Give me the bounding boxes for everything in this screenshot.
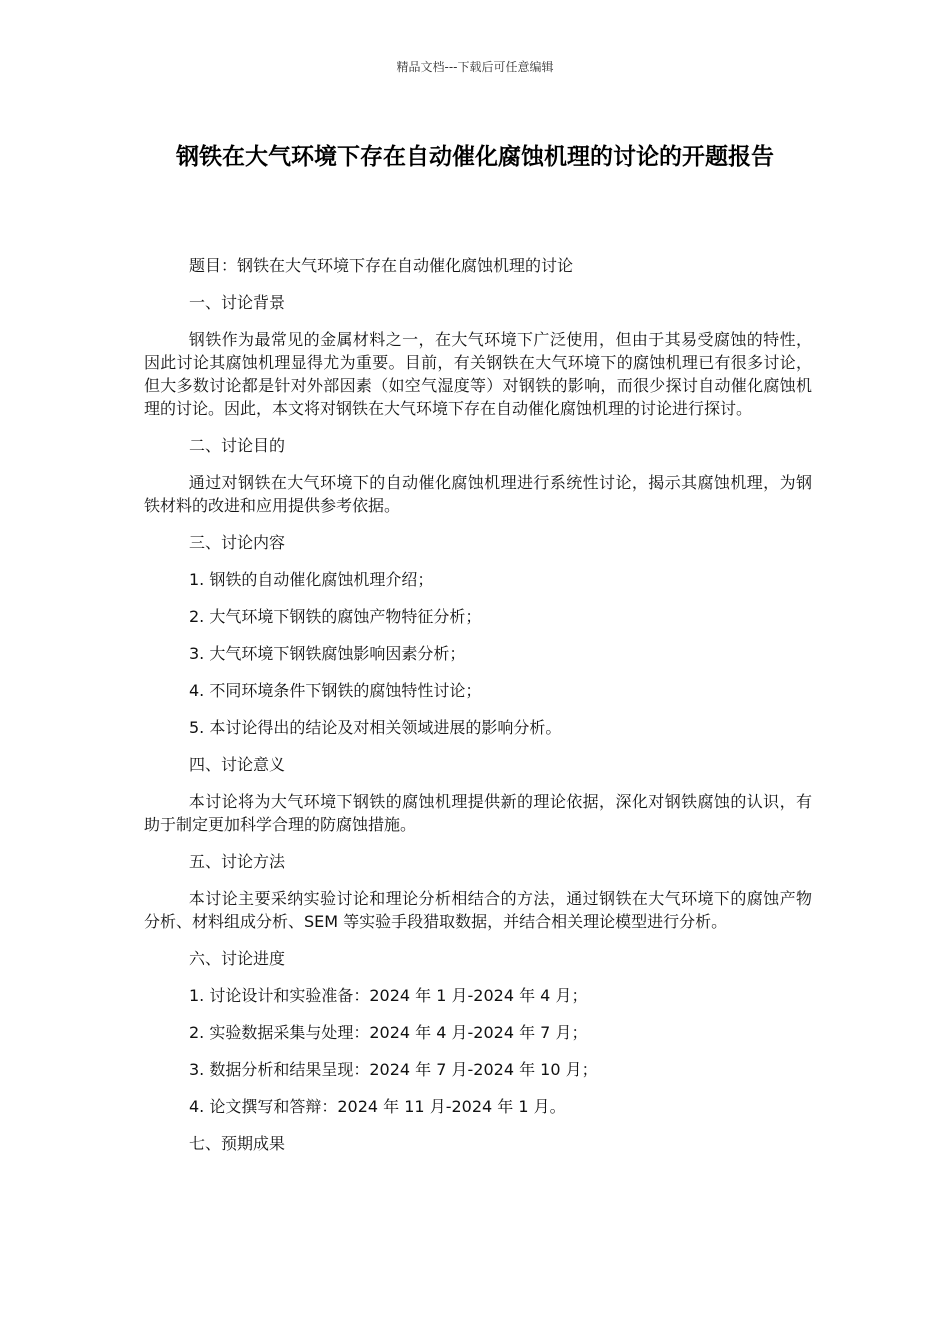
section-text-method: 本讨论主要采纳实验讨论和理论分析相结合的方法，通过钢铁在大气环境下的腐蚀产物分析、材料组成分析、SEM 等实验手段猎取数据，并结合相关理论模型进行分析。 — [144, 889, 812, 931]
topic-line: 题目：钢铁在大气环境下存在自动催化腐蚀机理的讨论 — [189, 256, 574, 275]
document-title: 钢铁在大气环境下存在自动催化腐蚀机理的讨论的开题报告 — [176, 144, 774, 170]
section-text-background: 钢铁作为最常见的金属材料之一，在大气环境下广泛使用，但由于其易受腐蚀的特性，因此讨论其腐蚀机理显得尤为重要。目前，有关钢铁在大气环境下的腐蚀机理已有很多讨论，但大多数讨论都是针对外部因素（如空气湿度等）对钢铁的影响，而很少探讨自动催化腐蚀机理的讨论。因此，本文将对钢铁在大气环境下存在自动催化腐蚀机理的讨论进行探讨。 — [144, 330, 812, 418]
content-item: 3. 大气环境下钢铁腐蚀影响因素分析； — [189, 644, 466, 663]
section-heading-significance: 四、讨论意义 — [189, 755, 286, 774]
schedule-item: 4. 论文撰写和答辩：2024 年 11 月-2024 年 1 月。 — [189, 1097, 566, 1116]
section-heading-schedule: 六、讨论进度 — [189, 949, 286, 968]
schedule-item: 1. 讨论设计和实验准备：2024 年 1 月-2024 年 4 月； — [189, 986, 588, 1005]
content-item: 5. 本讨论得出的结论及对相关领域进展的影响分析。 — [189, 718, 562, 737]
content-item: 4. 不同环境条件下钢铁的腐蚀特性讨论； — [189, 681, 482, 700]
section-heading-background: 一、讨论背景 — [189, 293, 286, 312]
section-heading-expected: 七、预期成果 — [189, 1134, 286, 1153]
content-item: 2. 大气环境下钢铁的腐蚀产物特征分析； — [189, 607, 482, 626]
document-body — [144, 254, 812, 1169]
header-note: 精品文档---下载后可任意编辑 — [396, 60, 554, 74]
section-text-purpose: 通过对钢铁在大气环境下的自动催化腐蚀机理进行系统性讨论，揭示其腐蚀机理，为钢铁材料的改进和应用提供参考依据。 — [144, 473, 812, 515]
schedule-item: 2. 实验数据采集与处理：2024 年 4 月-2024 年 7 月； — [189, 1023, 588, 1042]
section-heading-content: 三、讨论内容 — [189, 533, 286, 552]
schedule-item: 3. 数据分析和结果呈现：2024 年 7 月-2024 年 10 月； — [189, 1060, 598, 1079]
section-heading-method: 五、讨论方法 — [189, 852, 286, 871]
section-text-significance: 本讨论将为大气环境下钢铁的腐蚀机理提供新的理论依据，深化对钢铁腐蚀的认识，有助于制定更加科学合理的防腐蚀措施。 — [144, 792, 812, 834]
content-item: 1. 钢铁的自动催化腐蚀机理介绍； — [189, 570, 434, 589]
section-heading-purpose: 二、讨论目的 — [189, 436, 286, 455]
